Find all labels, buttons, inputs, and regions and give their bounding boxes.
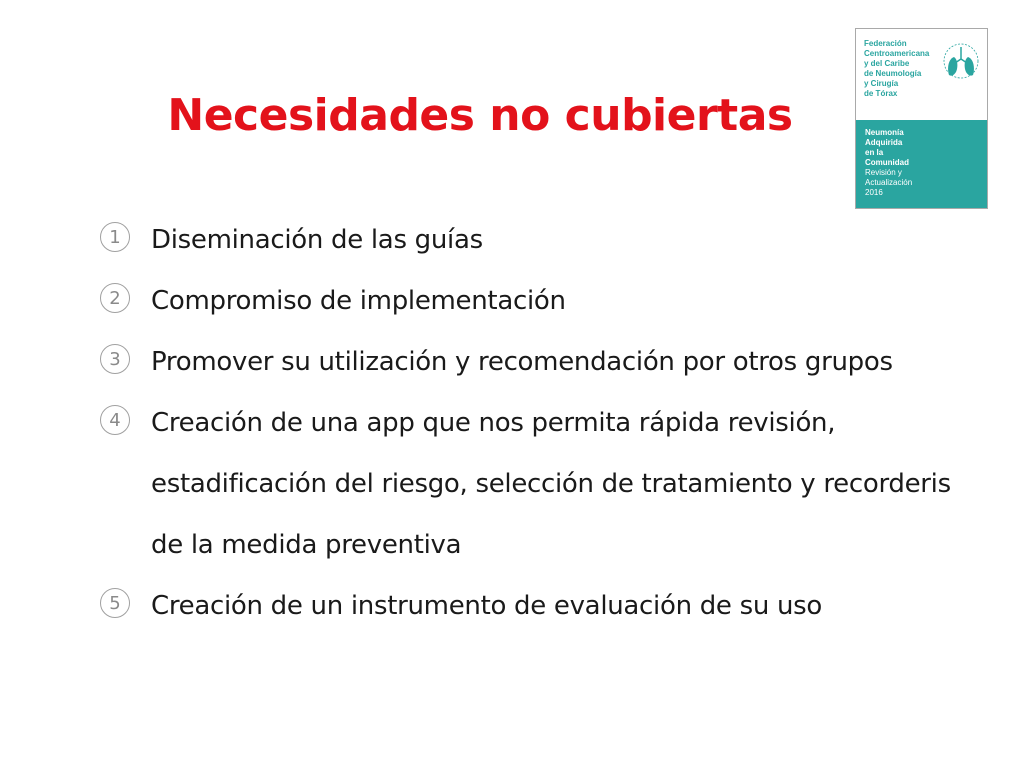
- list-item-text: Diseminación de las guías: [151, 225, 483, 255]
- list-item-text: Creación de un instrumento de evaluación de su uso: [151, 591, 823, 621]
- list-item: [100, 393, 980, 576]
- list-item-text: Creación de una app que nos permita rápida revisión, estadificación del riesgo, selección de tratamiento y recorderis de la medida preventiva: [151, 408, 951, 560]
- list-item: [100, 332, 980, 393]
- cover-org-line: y del Caribe: [864, 59, 910, 68]
- cover-subtitle-line: Actualización: [865, 178, 913, 187]
- cover-org-line: de Tórax: [864, 89, 898, 98]
- cover-title-line: Comunidad: [865, 158, 909, 167]
- list-item-text: Compromiso de implementación: [151, 286, 566, 316]
- circled-number-2: 2: [100, 283, 130, 313]
- lungs-logo-icon: [941, 39, 981, 89]
- cover-title-band: [856, 120, 987, 209]
- cover-subtitle-line: Revisión y: [865, 168, 902, 177]
- cover-subtitle-line: 2016: [865, 188, 883, 197]
- circled-number-1: 1: [100, 222, 130, 252]
- needs-list: [100, 210, 980, 637]
- cover-org-line: Centroamericana: [864, 49, 930, 58]
- cover-title-line: Adquirida: [865, 138, 903, 147]
- cover-organization-name: [864, 39, 944, 99]
- cover-title-block: [865, 128, 975, 198]
- circled-number-3: 3: [100, 344, 130, 374]
- list-item-text: Promover su utilización y recomendación por otros grupos: [151, 347, 893, 377]
- list-item: [100, 576, 980, 637]
- circled-number-5: 5: [100, 588, 130, 618]
- cover-title-line: Neumonía: [865, 128, 904, 137]
- list-item: [100, 210, 980, 271]
- cover-org-line: y Cirugía: [864, 79, 899, 88]
- cover-title-line: en la: [865, 148, 884, 157]
- cover-org-line: Federación: [864, 39, 907, 48]
- slide-title: Necesidades no cubiertas: [167, 90, 793, 141]
- cover-org-line: de Neumología: [864, 69, 922, 78]
- circled-number-4: 4: [100, 405, 130, 435]
- list-item: [100, 271, 980, 332]
- guideline-cover-image: [855, 28, 988, 209]
